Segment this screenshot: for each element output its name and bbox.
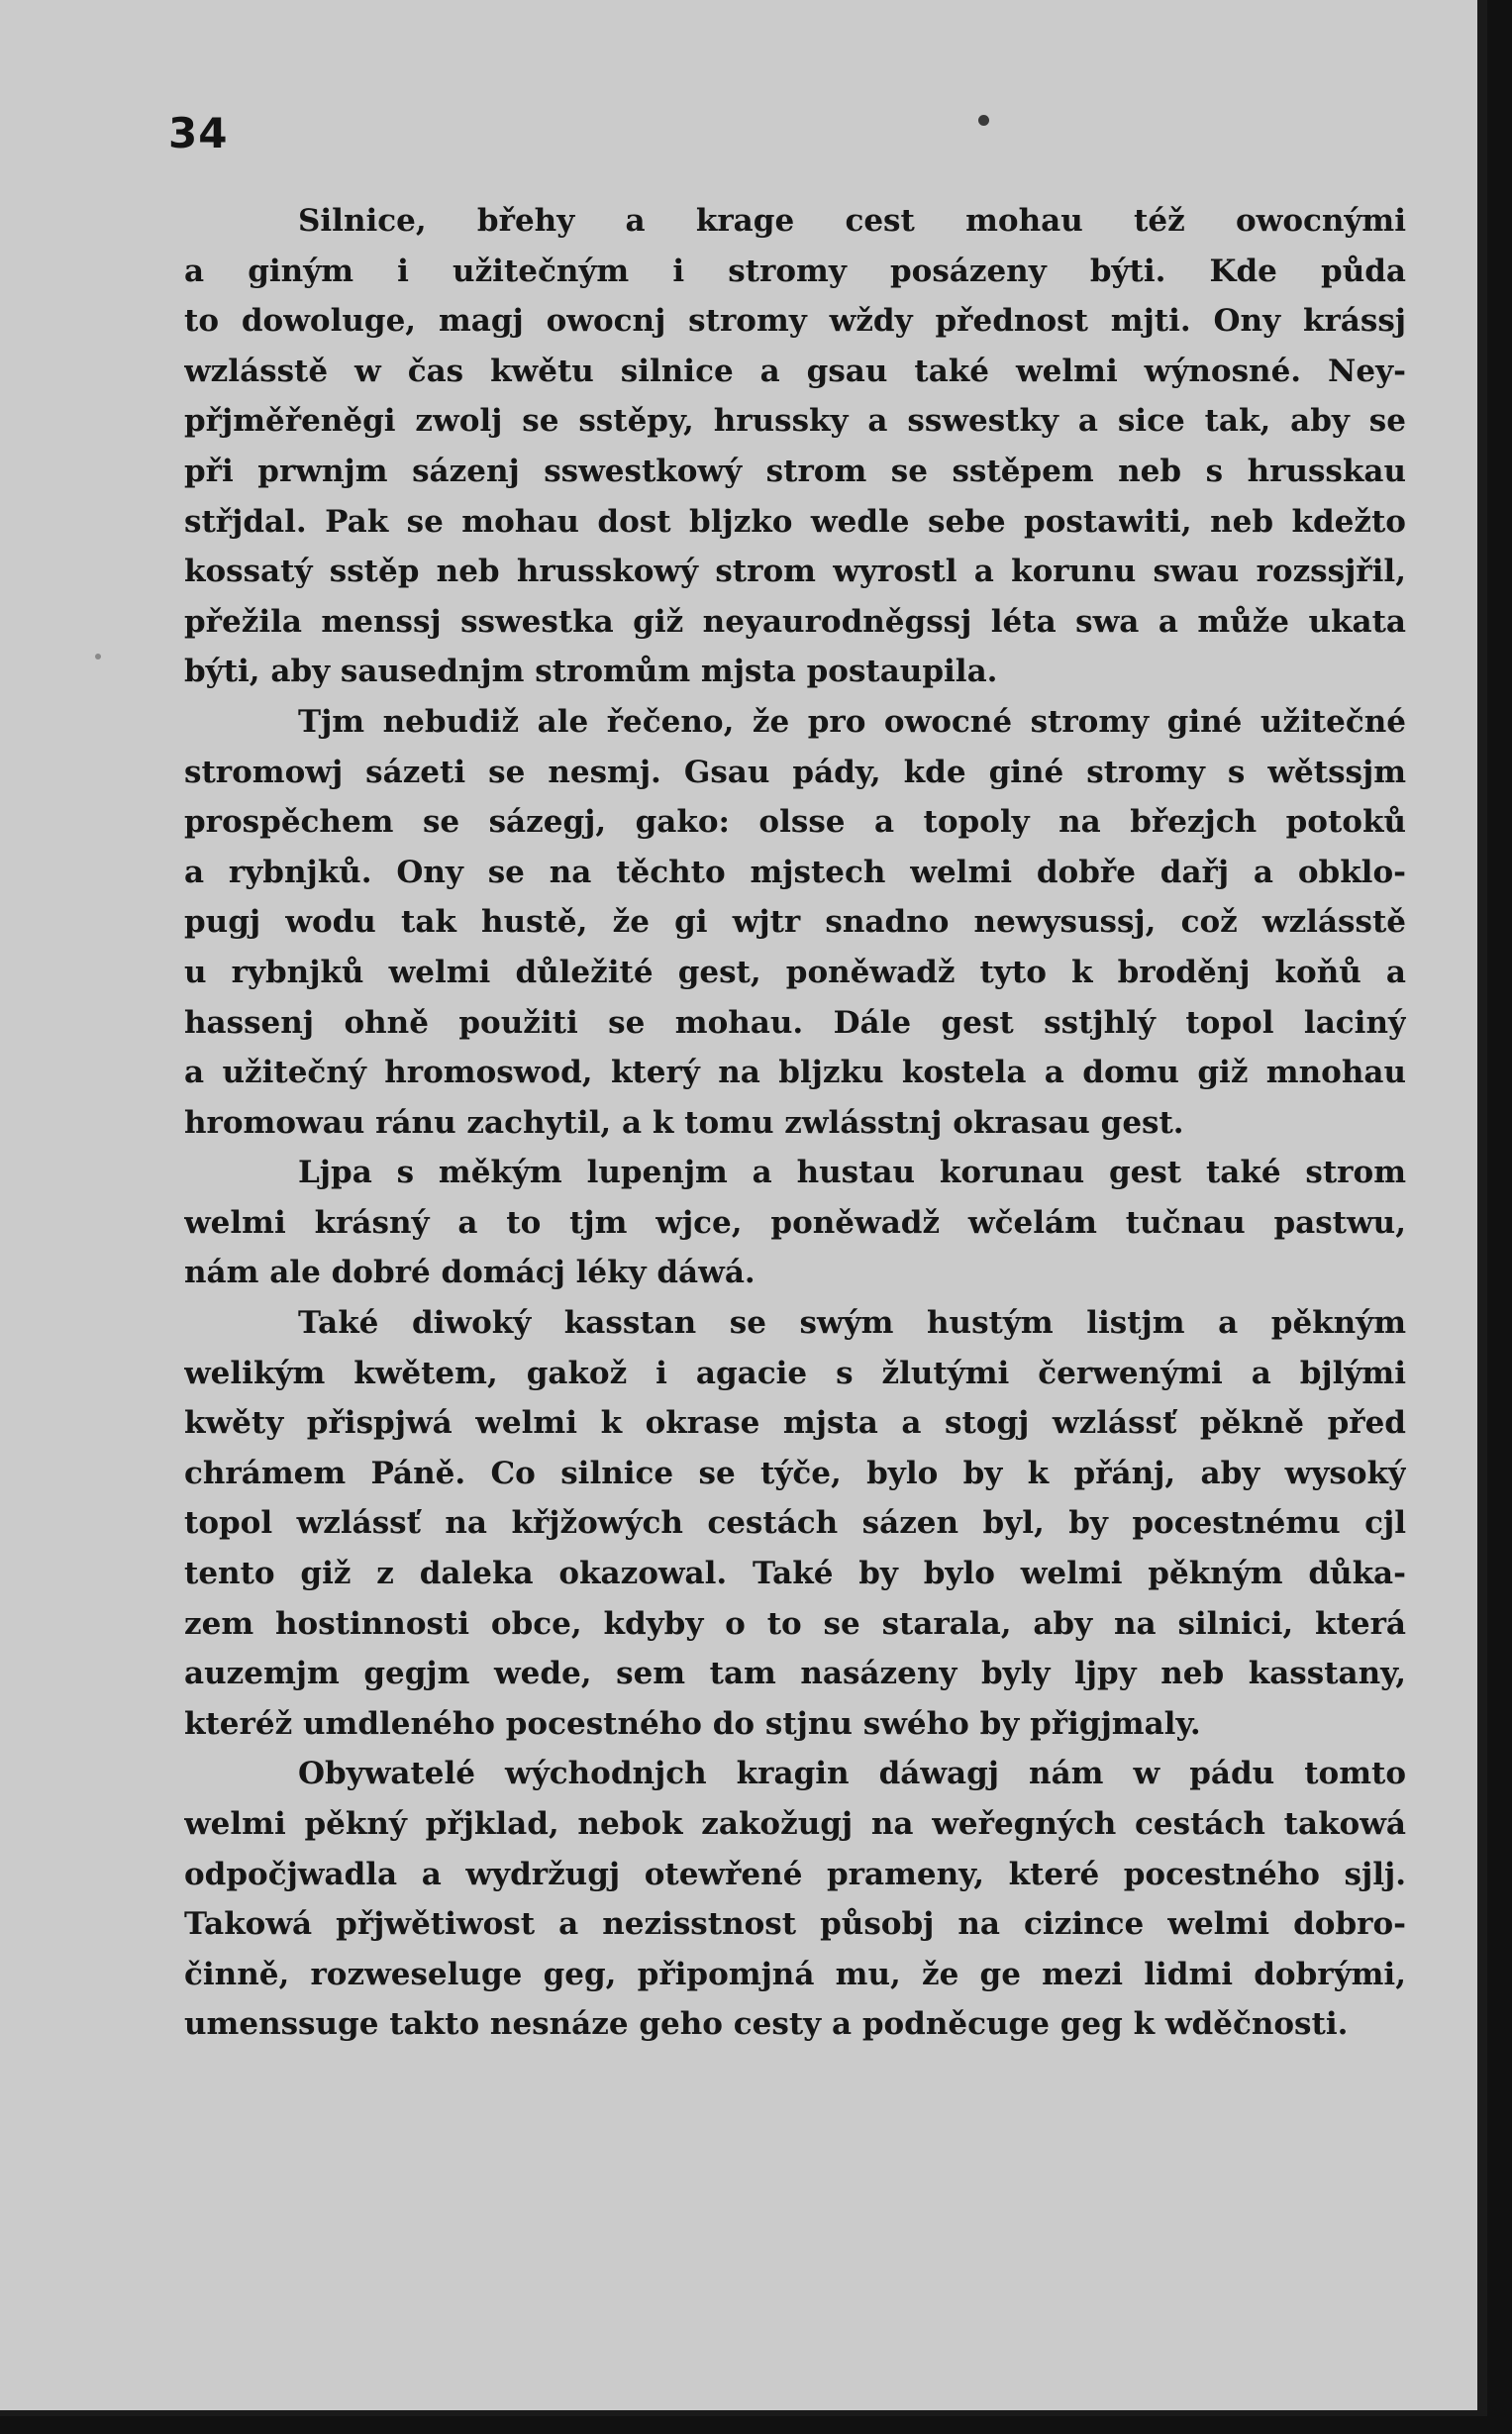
- ink-speck: [95, 654, 101, 659]
- text-line: auzemjm gegjm wede, sem tam nasázeny byly ljpy neb kasstany,: [184, 1656, 1406, 1692]
- text-line: odpočjwadla a wydržugj otewřené prameny, které pocestného sjlj.: [184, 1856, 1406, 1892]
- text-line: Takowá přjwětiwost a nezisstnost působj na cizince welmi dobro-: [184, 1906, 1406, 1943]
- text-line: to dowoluge, magj owocnj stromy wždy přednost mjti. Ony krássj: [184, 303, 1406, 340]
- text-line: a užitečný hromoswod, který na bljzku kostela a domu giž mnohau: [184, 1055, 1406, 1091]
- text-line: umenssuge takto nesnáze geho cesty a podněcuge geg k wděčnosti.: [184, 2006, 1349, 2043]
- body-text: [184, 196, 1406, 2050]
- text-line: zem hostinnosti obce, kdyby o to se starala, aby na silnici, která: [184, 1605, 1406, 1642]
- text-line: wzlásstě w čas kwětu silnice a gsau také welmi wýnosné. Ney-: [184, 353, 1406, 389]
- text-line: stromowj sázeti se nesmj. Gsau pády, kde giné stromy s wětssjm: [184, 754, 1406, 790]
- text-line: tento giž z daleka okazowal. Také by bylo welmi pěkným důka-: [184, 1556, 1406, 1592]
- text-line: Také diwoký kasstan se swým hustým listjm a pěkným: [298, 1305, 1406, 1342]
- text-line: a rybnjků. Ony se na těchto mjstech welmi dobře dařj a obklo-: [184, 854, 1406, 890]
- text-line: topol wzlássť na křjžowých cestách sázen byl, by pocestnému cjl: [184, 1505, 1406, 1542]
- text-line: Obywatelé wýchodnjch kragin dáwagj nám w pádu tomto: [298, 1756, 1406, 1792]
- page-number: 34: [168, 109, 229, 157]
- text-line: welmi krásný a to tjm wjce, poněwadž wčelám tučnau pastwu,: [184, 1204, 1406, 1241]
- text-line: nám ale dobré domácj léky dáwá.: [184, 1255, 756, 1291]
- text-line: přežila menssj sswestka giž neyaurodněgssj léta swa a může ukata: [184, 603, 1406, 640]
- text-line: hassenj ohně použiti se mohau. Dále gest sstjhlý topol laciný: [184, 1004, 1406, 1041]
- text-line: při prwnjm sázenj sswestkowý strom se sstěpem neb s hrusskau: [184, 453, 1406, 489]
- text-line: Silnice, břehy a krage cest mohau též owocnými: [298, 203, 1406, 239]
- text-line: Tjm nebudiž ale řečeno, že pro owocné stromy giné užitečné: [298, 703, 1406, 740]
- text-line: střjdal. Pak se mohau dost bljzko wedle sebe postawiti, neb kdežto: [184, 503, 1406, 540]
- text-line: přjměřeněgi zwolj se sstěpy, hrussky a sswestky a sice tak, aby se: [184, 403, 1406, 440]
- text-line: chrámem Páně. Co silnice se týče, bylo by k přánj, aby wysoký: [184, 1455, 1406, 1491]
- text-line: a giným i užitečným i stromy posázeny býti. Kde půda: [184, 253, 1406, 289]
- text-line: prospěchem se sázegj, gako: olsse a topoly na březjch potoků: [184, 804, 1406, 841]
- text-line: činně, rozweseluge geg, připomjná mu, že ge mezi lidmi dobrými,: [184, 1956, 1406, 1992]
- text-line: u rybnjků welmi důležité gest, poněwadž tyto k broděnj koňů a: [184, 954, 1406, 990]
- text-line: Ljpa s měkým lupenjm a hustau korunau gest také strom: [298, 1155, 1406, 1191]
- text-line: kteréž umdleného pocestného do stjnu swého by přigjmaly.: [184, 1705, 1201, 1742]
- text-line: kossatý sstěp neb hrusskowý strom wyrostl a korunu swau rozssjřil,: [184, 554, 1406, 590]
- text-line: welikým kwětem, gakož i agacie s žlutými čerwenými a bjlými: [184, 1355, 1406, 1391]
- ink-spot: [978, 115, 989, 126]
- text-line: pugj wodu tak hustě, že gi wjtr snadno newysussj, což wzlásstě: [184, 904, 1406, 941]
- text-line: welmi pěkný přjklad, nebok zakožugj na weřegných cestách takowá: [184, 1806, 1406, 1842]
- text-line: kwěty přispjwá welmi k okrase mjsta a stogj wzlássť pěkně před: [184, 1405, 1406, 1442]
- text-line: býti, aby sausednjm stromům mjsta postaupila.: [184, 654, 998, 690]
- text-line: hromowau ránu zachytil, a k tomu zwlásstnj okrasau gest.: [184, 1104, 1184, 1141]
